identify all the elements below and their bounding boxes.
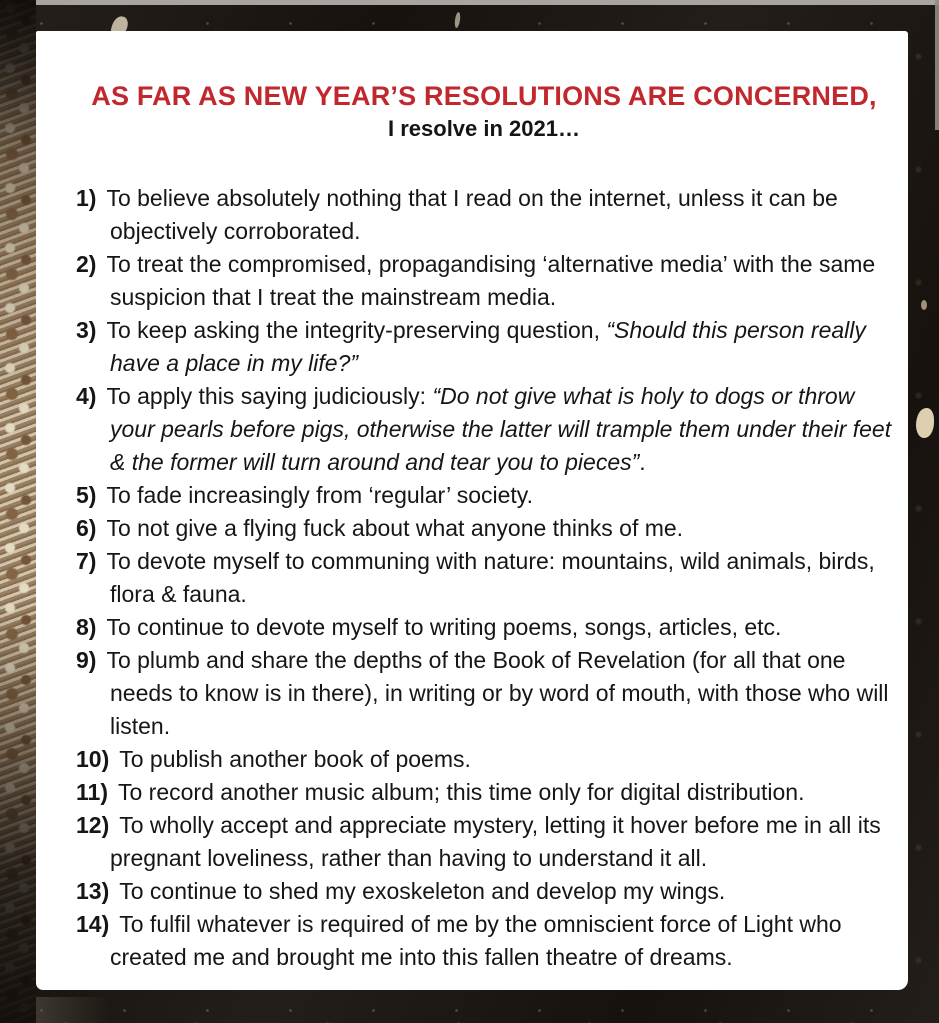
- list-item: [76, 809, 892, 875]
- page-subtitle: I resolve in 2021…: [388, 116, 580, 141]
- list-item: [76, 644, 892, 743]
- document-page: [36, 31, 908, 990]
- page-title: AS FAR AS NEW YEAR’S RESOLUTIONS ARE CONCERNED,: [91, 81, 877, 111]
- list-item: [76, 512, 892, 545]
- list-item: [76, 545, 892, 611]
- list-item-text: To fulfil whatever is required of me by the omniscient force of Light who created me and brought me into this fallen theatre of dreams.: [110, 911, 842, 970]
- list-item-text: To wholly accept and appreciate mystery, letting it hover before me in all its pregnant loveliness, rather than having to understand it all.: [110, 812, 881, 871]
- frame-top-edge: [0, 0, 939, 5]
- list-item-number: 8): [76, 614, 97, 640]
- ornamental-left-border: [0, 0, 36, 1023]
- list-item-text: To not give a flying fuck about what anyone thinks of me.: [106, 515, 684, 541]
- list-item-text: To publish another book of poems.: [119, 746, 471, 772]
- list-item-number: 2): [76, 251, 97, 277]
- list-item-text: To believe absolutely nothing that I read on the internet, unless it can be objectively corroborated.: [106, 185, 838, 244]
- list-item-number: 9): [76, 647, 97, 673]
- list-item-number: 3): [76, 317, 97, 343]
- frame-right-edge: [935, 0, 939, 130]
- list-item: [76, 743, 892, 776]
- list-item: [76, 611, 892, 644]
- list-item-number: 12): [76, 812, 110, 838]
- list-item: [76, 479, 892, 512]
- list-item: [76, 776, 892, 809]
- list-item-text: To fade increasingly from ‘regular’ society.: [106, 482, 533, 508]
- list-item-number: 4): [76, 383, 97, 409]
- list-item-text: To plumb and share the depths of the Book of Revelation (for all that one needs to know is in there), in writing or by word of mouth, with those who will listen.: [106, 647, 889, 739]
- list-item-text: To treat the compromised, propagandising ‘alternative media’ with the same suspicion that I treat the mainstream media.: [106, 251, 876, 310]
- list-item-number: 1): [76, 185, 97, 211]
- list-item: [76, 182, 892, 248]
- list-item-text: To continue to shed my exoskeleton and develop my wings.: [119, 878, 726, 904]
- list-item-number: 5): [76, 482, 97, 508]
- list-item: [76, 908, 892, 974]
- list-item-number: 6): [76, 515, 97, 541]
- list-item-number: 10): [76, 746, 110, 772]
- list-item-text: To keep asking the integrity-preserving question, “Should this person really have a place in my life?”: [106, 317, 866, 376]
- distress-mark: [921, 300, 927, 310]
- list-item: [76, 314, 892, 380]
- list-item-number: 14): [76, 911, 110, 937]
- list-item-text: To apply this saying judiciously: “Do not give what is holy to dogs or throw your pearls before pigs, otherwise the latter will trample them under their feet & the former will turn around and tear you to pieces”.: [106, 383, 892, 475]
- list-item: [76, 380, 892, 479]
- list-item-number: 11): [76, 779, 108, 805]
- list-item-text: To record another music album; this time only for digital distribution.: [117, 779, 805, 805]
- list-item: [76, 248, 892, 314]
- resolutions-list: [76, 182, 892, 974]
- list-item-text: To devote myself to communing with nature: mountains, wild animals, birds, flora & fauna.: [106, 548, 875, 607]
- list-item-text: To continue to devote myself to writing poems, songs, articles, etc.: [106, 614, 782, 640]
- list-item-number: 7): [76, 548, 97, 574]
- list-item: [76, 875, 892, 908]
- list-item-number: 13): [76, 878, 110, 904]
